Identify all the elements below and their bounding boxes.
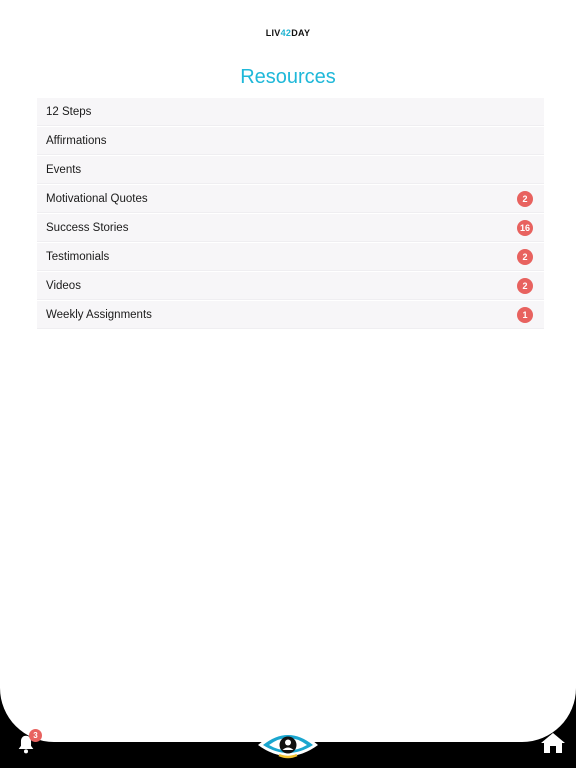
count-badge: 2 xyxy=(517,249,533,265)
resource-label: Testimonials xyxy=(46,250,110,263)
count-badge: 2 xyxy=(517,191,533,207)
notification-count-badge: 3 xyxy=(29,729,42,742)
resource-item-testimonials[interactable] xyxy=(37,243,544,271)
page-title: Resources xyxy=(240,66,336,88)
count-badge: 2 xyxy=(517,278,533,294)
resource-label: Motivational Quotes xyxy=(46,192,148,205)
count-badge: 1 xyxy=(517,307,533,323)
resource-item-motivational-quotes[interactable] xyxy=(37,185,544,213)
resource-label: Success Stories xyxy=(46,221,129,234)
resource-item-success-stories[interactable] xyxy=(37,214,544,242)
resource-label: 12 Steps xyxy=(46,105,92,118)
resources-list xyxy=(37,98,544,330)
count-badge: 16 xyxy=(517,220,533,236)
resource-label: Events xyxy=(46,163,82,176)
resource-label: Affirmations xyxy=(46,134,107,147)
logo-suffix: DAY xyxy=(291,28,311,38)
resource-item-events[interactable] xyxy=(37,156,544,184)
resource-item-12-steps[interactable] xyxy=(37,98,544,126)
logo-accent: 42 xyxy=(280,28,292,38)
eye-logo-icon[interactable] xyxy=(255,726,321,760)
home-icon[interactable] xyxy=(540,731,566,755)
resource-item-videos[interactable] xyxy=(37,272,544,300)
resource-label: Weekly Assignments xyxy=(46,308,152,321)
resource-item-affirmations[interactable] xyxy=(37,127,544,155)
resource-label: Videos xyxy=(46,279,81,292)
resource-item-weekly-assignments[interactable] xyxy=(37,301,544,329)
logo-prefix: LIV xyxy=(265,28,281,38)
app-logo xyxy=(0,28,576,38)
